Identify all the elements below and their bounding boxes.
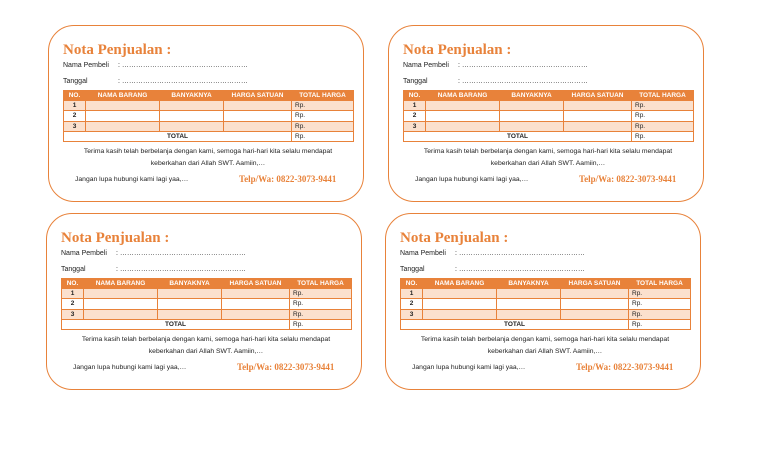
table-row: [62, 309, 352, 319]
table-row: [401, 289, 691, 299]
receipt-title: Nota Penjualan :: [400, 230, 509, 246]
header-total-price: TOTAL HARGA: [290, 279, 352, 289]
header-item-name: NAMA BARANG: [426, 91, 500, 101]
row-number: 3: [62, 309, 84, 319]
header-total-price: TOTAL HARGA: [629, 279, 691, 289]
date-label: Tanggal: [403, 78, 428, 85]
row-number: 2: [404, 111, 426, 121]
row-quantity: [160, 121, 224, 131]
date-field: [400, 266, 585, 273]
row-total-price: Rp.: [629, 289, 691, 299]
header-no: NO.: [404, 91, 426, 101]
row-quantity: [158, 299, 222, 309]
row-total-price: Rp.: [632, 101, 694, 111]
row-item-name: [86, 111, 160, 121]
table-header-row: [64, 91, 354, 101]
row-quantity: [158, 289, 222, 299]
row-quantity: [160, 101, 224, 111]
receipt-title: Nota Penjualan :: [63, 42, 172, 58]
receipt-card: [46, 213, 362, 390]
receipt-title: Nota Penjualan :: [61, 230, 170, 246]
buyer-name-label: Nama Pembeli: [400, 250, 446, 257]
header-no: NO.: [401, 279, 423, 289]
table-row: [404, 111, 694, 121]
table-row: [401, 309, 691, 319]
row-number: 2: [64, 111, 86, 121]
row-unit-price: [224, 111, 292, 121]
buyer-name-value: : ………………………………………………: [116, 250, 246, 257]
row-total-price: Rp.: [632, 111, 694, 121]
row-total-price: Rp.: [292, 111, 354, 121]
header-quantity: BANYAKNYA: [158, 279, 222, 289]
buyer-name-field: [400, 250, 585, 257]
table-row: [401, 299, 691, 309]
header-unit-price: HARGA SATUAN: [561, 279, 629, 289]
row-quantity: [500, 111, 564, 121]
row-unit-price: [561, 289, 629, 299]
date-field: [63, 78, 248, 85]
row-total-price: Rp.: [629, 309, 691, 319]
row-quantity: [497, 289, 561, 299]
row-item-name: [423, 309, 497, 319]
row-number: 1: [401, 289, 423, 299]
row-total-price: Rp.: [292, 121, 354, 131]
date-field: [403, 78, 588, 85]
items-table: [61, 278, 352, 330]
date-label: Tanggal: [400, 266, 425, 273]
buyer-name-value: : ………………………………………………: [458, 62, 588, 69]
row-item-name: [426, 111, 500, 121]
row-item-name: [423, 289, 497, 299]
footer-note: Jangan lupa hubungi kami lagi yaa,…: [415, 176, 529, 183]
row-item-name: [86, 121, 160, 131]
thank-you-line-2: keberkahan dari Allah SWT. Aamiin,…: [148, 348, 264, 355]
row-total-price: Rp.: [629, 299, 691, 309]
row-quantity: [497, 309, 561, 319]
footer-note: Jangan lupa hubungi kami lagi yaa,…: [73, 364, 187, 371]
receipt-card: [48, 25, 364, 202]
date-value: : ………………………………………………: [116, 266, 246, 273]
row-item-name: [84, 309, 158, 319]
contact-phone: Telp/Wa: 0822-3073-9441: [237, 362, 335, 372]
row-quantity: [497, 299, 561, 309]
table-total-row: [404, 131, 694, 141]
header-item-name: NAMA BARANG: [423, 279, 497, 289]
row-quantity: [500, 101, 564, 111]
header-unit-price: HARGA SATUAN: [224, 91, 292, 101]
row-number: 2: [62, 299, 84, 309]
header-item-name: NAMA BARANG: [84, 279, 158, 289]
table-row: [64, 111, 354, 121]
table-row: [62, 299, 352, 309]
table-total-row: [401, 319, 691, 329]
row-number: 3: [64, 121, 86, 131]
row-total-price: Rp.: [290, 309, 352, 319]
buyer-name-label: Nama Pembeli: [63, 62, 109, 69]
thank-you-line-1: Terima kasih telah berbelanja dengan kami, semoga hari-hari kita selalu mendapat: [423, 148, 673, 155]
date-value: : ………………………………………………: [458, 78, 588, 85]
date-label: Tanggal: [63, 78, 88, 85]
table-total-row: [64, 131, 354, 141]
thank-you-line-1: Terima kasih telah berbelanja dengan kami, semoga hari-hari kita selalu mendapat: [83, 148, 333, 155]
row-number: 3: [401, 309, 423, 319]
row-number: 1: [64, 101, 86, 111]
thank-you-message: [400, 334, 690, 358]
date-value: : ………………………………………………: [455, 266, 585, 273]
total-price: Rp.: [290, 319, 352, 329]
header-unit-price: HARGA SATUAN: [564, 91, 632, 101]
buyer-name-label: Nama Pembeli: [61, 250, 107, 257]
thank-you-message: [61, 334, 351, 358]
total-label: TOTAL: [401, 319, 629, 329]
row-item-name: [86, 101, 160, 111]
receipt-title: Nota Penjualan :: [403, 42, 512, 58]
table-row: [62, 289, 352, 299]
date-label: Tanggal: [61, 266, 86, 273]
header-quantity: BANYAKNYA: [500, 91, 564, 101]
contact-phone: Telp/Wa: 0822-3073-9441: [576, 362, 674, 372]
total-price: Rp.: [629, 319, 691, 329]
row-item-name: [426, 121, 500, 131]
row-unit-price: [564, 111, 632, 121]
row-unit-price: [224, 121, 292, 131]
table-total-row: [62, 319, 352, 329]
row-item-name: [423, 299, 497, 309]
items-table: [400, 278, 691, 330]
row-unit-price: [564, 101, 632, 111]
receipt-card: [388, 25, 704, 202]
row-quantity: [160, 111, 224, 121]
buyer-name-value: : ………………………………………………: [455, 250, 585, 257]
row-number: 1: [404, 101, 426, 111]
table-header-row: [401, 279, 691, 289]
items-table: [403, 90, 694, 142]
footer-note: Jangan lupa hubungi kami lagi yaa,…: [412, 364, 526, 371]
thank-you-line-1: Terima kasih telah berbelanja dengan kami, semoga hari-hari kita selalu mendapat: [420, 336, 670, 343]
items-table: [63, 90, 354, 142]
row-item-name: [84, 299, 158, 309]
thank-you-line-2: keberkahan dari Allah SWT. Aamiin,…: [487, 348, 603, 355]
row-item-name: [426, 101, 500, 111]
header-no: NO.: [62, 279, 84, 289]
table-row: [64, 121, 354, 131]
header-unit-price: HARGA SATUAN: [222, 279, 290, 289]
table-row: [404, 121, 694, 131]
buyer-name-value: : ………………………………………………: [118, 62, 248, 69]
receipt-card: [385, 213, 701, 390]
header-total-price: TOTAL HARGA: [632, 91, 694, 101]
header-quantity: BANYAKNYA: [160, 91, 224, 101]
thank-you-line-2: keberkahan dari Allah SWT. Aamiin,…: [150, 160, 266, 167]
row-total-price: Rp.: [290, 289, 352, 299]
row-total-price: Rp.: [290, 299, 352, 309]
buyer-name-field: [61, 250, 246, 257]
thank-you-line-1: Terima kasih telah berbelanja dengan kami, semoga hari-hari kita selalu mendapat: [81, 336, 331, 343]
row-unit-price: [561, 309, 629, 319]
contact-phone: Telp/Wa: 0822-3073-9441: [579, 174, 677, 184]
buyer-name-field: [63, 62, 248, 69]
thank-you-line-2: keberkahan dari Allah SWT. Aamiin,…: [490, 160, 606, 167]
thank-you-message: [403, 146, 693, 170]
row-unit-price: [561, 299, 629, 309]
table-header-row: [62, 279, 352, 289]
total-price: Rp.: [292, 131, 354, 141]
footer-note: Jangan lupa hubungi kami lagi yaa,…: [75, 176, 189, 183]
header-total-price: TOTAL HARGA: [292, 91, 354, 101]
row-total-price: Rp.: [632, 121, 694, 131]
header-quantity: BANYAKNYA: [497, 279, 561, 289]
row-number: 3: [404, 121, 426, 131]
total-label: TOTAL: [62, 319, 290, 329]
table-row: [64, 101, 354, 111]
header-item-name: NAMA BARANG: [86, 91, 160, 101]
date-field: [61, 266, 246, 273]
total-price: Rp.: [632, 131, 694, 141]
buyer-name-label: Nama Pembeli: [403, 62, 449, 69]
row-unit-price: [224, 101, 292, 111]
row-unit-price: [222, 289, 290, 299]
row-unit-price: [564, 121, 632, 131]
total-label: TOTAL: [404, 131, 632, 141]
date-value: : ………………………………………………: [118, 78, 248, 85]
contact-phone: Telp/Wa: 0822-3073-9441: [239, 174, 337, 184]
row-unit-price: [222, 309, 290, 319]
table-header-row: [404, 91, 694, 101]
row-quantity: [158, 309, 222, 319]
row-quantity: [500, 121, 564, 131]
row-number: 2: [401, 299, 423, 309]
table-row: [404, 101, 694, 111]
row-total-price: Rp.: [292, 101, 354, 111]
row-unit-price: [222, 299, 290, 309]
buyer-name-field: [403, 62, 588, 69]
row-item-name: [84, 289, 158, 299]
header-no: NO.: [64, 91, 86, 101]
row-number: 1: [62, 289, 84, 299]
total-label: TOTAL: [64, 131, 292, 141]
thank-you-message: [63, 146, 353, 170]
